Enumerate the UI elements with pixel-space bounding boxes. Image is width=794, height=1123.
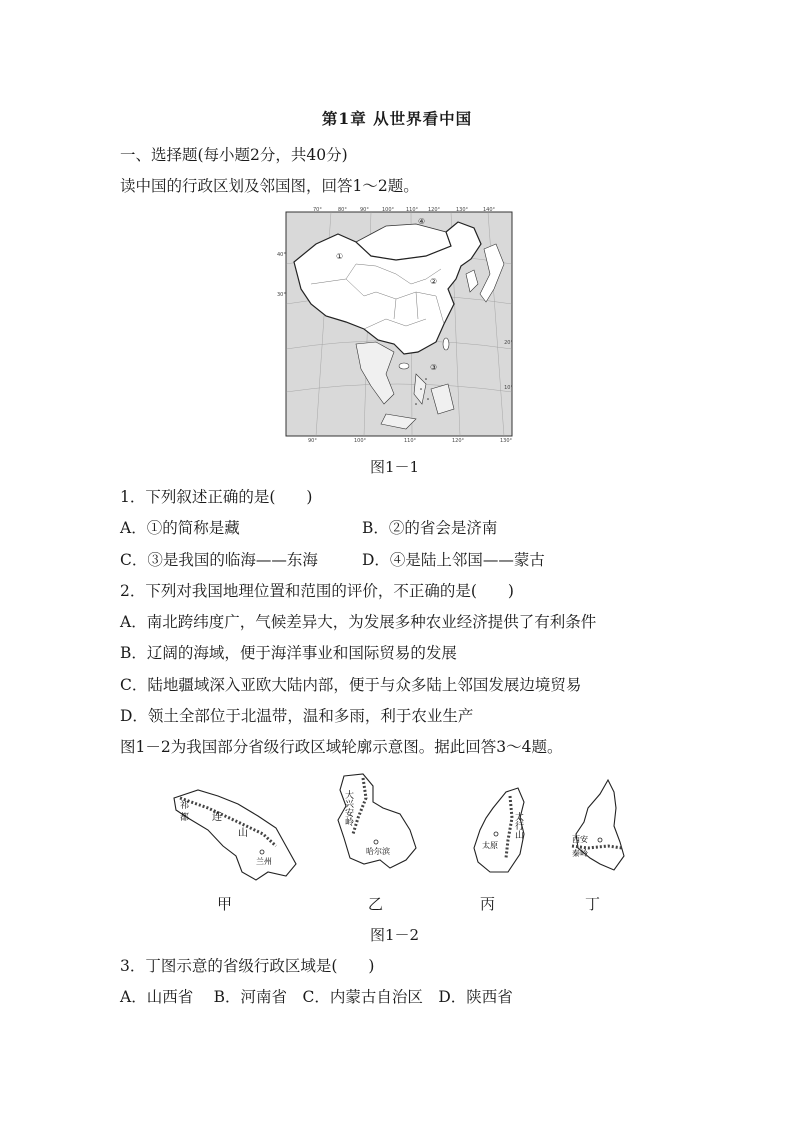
section-heading: 一、选择题(每小题2分，共40分) bbox=[120, 146, 348, 164]
china-admin-map bbox=[276, 204, 516, 444]
lon-label: 130° bbox=[456, 207, 469, 213]
marker-2: ② bbox=[430, 277, 438, 286]
q1-option-a: A．①的简称是藏 bbox=[120, 519, 240, 537]
label-jia: 甲 bbox=[217, 895, 233, 913]
figure2-caption: 图1－2 bbox=[370, 926, 420, 944]
lon-label: 110° bbox=[406, 207, 419, 213]
lon-label: 90° bbox=[360, 207, 369, 213]
ding-xian: 西安 bbox=[572, 835, 588, 844]
q3-options: A．山西省 B．河南省 C．内蒙古自治区 D．陕西省 bbox=[120, 988, 513, 1006]
label-ding: 丁 bbox=[585, 895, 601, 913]
jia-lanzhou: 兰州 bbox=[256, 857, 272, 866]
intro-text-2: 图1－2为我国部分省级行政区域轮廓示意图。据此回答3～4题。 bbox=[120, 738, 563, 756]
jia-lian: 连 bbox=[212, 812, 222, 823]
lon-label: 100° bbox=[382, 207, 395, 213]
q2-option-c: C．陆地疆域深入亚欧大陆内部，便于与众多陆上邻国发展边境贸易 bbox=[120, 676, 582, 694]
outline-jia bbox=[174, 790, 296, 880]
q1-option-b: B．②的省会是济南 bbox=[362, 519, 498, 537]
lon-label: 120° bbox=[428, 207, 441, 213]
marker-4: ④ bbox=[418, 217, 426, 226]
jia-shan: 山 bbox=[238, 828, 248, 839]
outline-ding bbox=[572, 780, 624, 870]
yi-harbin: 哈尔滨 bbox=[366, 847, 390, 856]
jia-du: 都 bbox=[180, 813, 190, 823]
lat-label: 30° bbox=[277, 292, 286, 298]
lon-label: 120° bbox=[452, 438, 465, 444]
marker-3: ③ bbox=[430, 363, 438, 372]
lat-label: 20° bbox=[504, 340, 513, 346]
q1-option-d: D．④是陆上邻国——蒙古 bbox=[362, 551, 545, 569]
label-yi: 乙 bbox=[368, 895, 384, 913]
q1-stem: 1．下列叙述正确的是( ) bbox=[120, 488, 313, 506]
label-bing: 丙 bbox=[480, 895, 496, 913]
q1-option-c: C．③是我国的临海——东海 bbox=[120, 551, 318, 569]
lon-label: 70° bbox=[313, 207, 322, 213]
bing-taiyuan: 太原 bbox=[482, 841, 498, 850]
q2-stem: 2．下列对我国地理位置和范围的评价，不正确的是( ) bbox=[120, 582, 514, 600]
lon-label: 80° bbox=[338, 207, 347, 213]
lon-label: 130° bbox=[500, 438, 513, 444]
province-outlines bbox=[168, 768, 638, 900]
figure1-caption: 图1－1 bbox=[370, 458, 420, 476]
lon-label: 110° bbox=[404, 438, 417, 444]
q2-option-b: B．辽阔的海域，便于海洋事业和国际贸易的发展 bbox=[120, 644, 457, 662]
outline-yi bbox=[338, 774, 416, 868]
lat-label: 40° bbox=[277, 252, 286, 258]
q2-option-a: A．南北跨纬度广，气候差异大，为发展多种农业经济提供了有利条件 bbox=[120, 613, 597, 631]
jia-qi: 祁 bbox=[180, 801, 190, 811]
intro-text-1: 读中国的行政区划及邻国图，回答1～2题。 bbox=[120, 177, 419, 195]
lon-label: 100° bbox=[354, 438, 367, 444]
lon-label: 90° bbox=[308, 438, 317, 444]
yi-mountain: 大兴安岭 bbox=[343, 790, 353, 826]
ding-qinling: 秦岭 bbox=[572, 849, 588, 858]
lon-label: 140° bbox=[483, 207, 496, 213]
marker-1: ① bbox=[336, 252, 344, 261]
bing-mountain: 太行山 bbox=[513, 812, 523, 839]
q2-option-d: D．领土全部位于北温带，温和多雨，利于农业生产 bbox=[120, 707, 474, 725]
lat-label: 10° bbox=[504, 385, 513, 391]
outline-bing bbox=[474, 788, 524, 872]
page-title: 第1章 从世界看中国 bbox=[321, 109, 473, 128]
q3-stem: 3．丁图示意的省级行政区域是( ) bbox=[120, 957, 375, 975]
